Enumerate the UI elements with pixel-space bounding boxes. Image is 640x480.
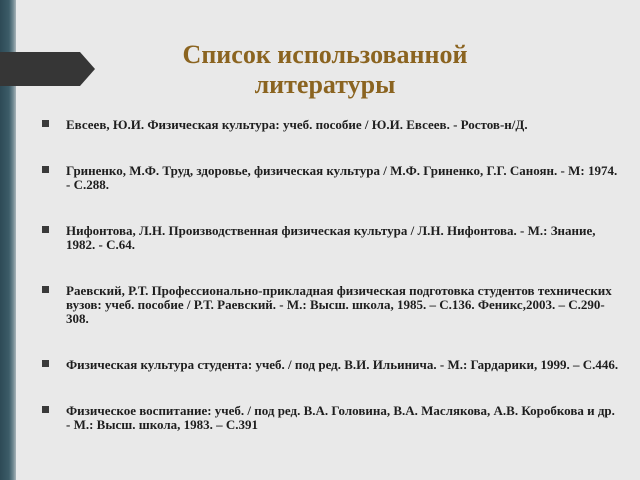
reference-item <box>40 118 620 132</box>
reference-text: Евсеев, Ю.И. Физическая культура: учеб. пособие / Ю.И. Евсеев. - Ростов-н/Д. <box>66 117 528 132</box>
slide-title-line-2: литературы <box>254 70 396 99</box>
reference-item <box>40 404 620 432</box>
reference-text: Раевский, Р.Т. Профессионально-прикладная физическая подготовка студентов технических вузов: учеб. пособие / Р.Т. Раевский. - М.: Высш. школа, 1985. – С.136. Феникс,2003. – С.290-308. <box>66 283 612 326</box>
slide-title <box>100 40 550 100</box>
reference-text: Гриненко, М.Ф. Труд, здоровье, физическая культура / М.Ф. Гриненко, Г.Г. Саноян. - М: 1974. - С.288. <box>66 163 618 192</box>
slide-title-line-1: Список использованной <box>182 40 468 69</box>
reference-item <box>40 164 620 192</box>
reference-item <box>40 224 620 252</box>
square-bullet-icon <box>42 286 49 293</box>
reference-text: Нифонтова, Л.Н. Производственная физическая культура / Л.Н. Нифонтова. - М.: Знание, 1982. - С.64. <box>66 223 596 252</box>
reference-item <box>40 358 620 372</box>
reference-text: Физическое воспитание: учеб. / под ред. В.А. Головина, В.А. Маслякова, А.В. Коробкова и др. - М.: Высш. школа, 1983. – С.391 <box>66 403 615 432</box>
square-bullet-icon <box>42 406 49 413</box>
square-bullet-icon <box>42 360 49 367</box>
decorative-arrow-tab <box>0 52 95 86</box>
square-bullet-icon <box>42 226 49 233</box>
reference-item <box>40 284 620 326</box>
reference-text: Физическая культура студента: учеб. / под ред. В.И. Ильинича. - М.: Гардарики, 1999. – С.446. <box>66 357 619 372</box>
square-bullet-icon <box>42 166 49 173</box>
square-bullet-icon <box>42 120 49 127</box>
reference-list <box>40 118 620 432</box>
